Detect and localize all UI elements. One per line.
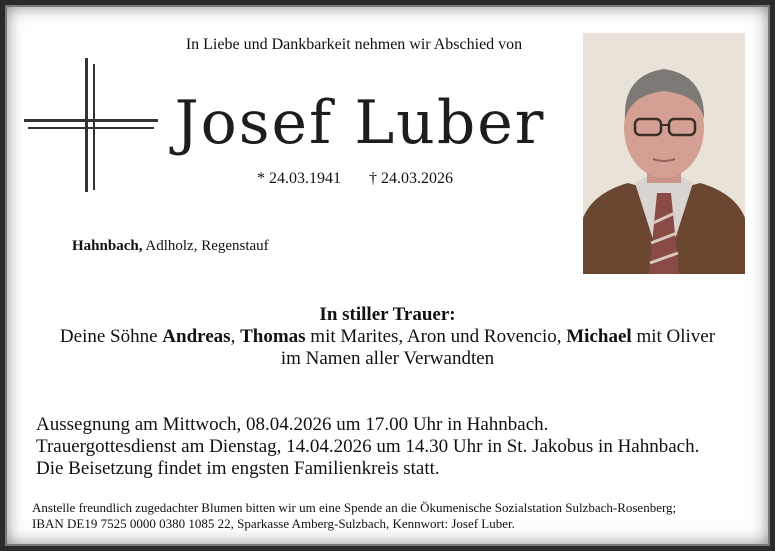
mourner-text: Deine Söhne — [59, 326, 163, 347]
services-block — [36, 414, 766, 480]
cross-icon — [24, 58, 160, 194]
mourners-line-1 — [20, 326, 755, 348]
mourners-block — [20, 304, 755, 370]
places — [72, 238, 269, 255]
mourners-line-2: im Namen aller Verwandten — [280, 348, 495, 369]
mourner-name: Thomas — [240, 326, 306, 347]
place-primary: Hahnbach, — [72, 238, 143, 254]
mourner-text: mit Oliver — [631, 326, 716, 347]
life-dates — [150, 170, 560, 188]
service-blessing: Aussegnung am Mittwoch, 08.04.2026 um 17.00 Uhr in Hahnbach. — [36, 414, 549, 435]
birth-date: * 24.03.1941 — [257, 170, 341, 187]
donation-note — [32, 500, 762, 532]
portrait-photo — [583, 33, 745, 274]
intro-text: In Liebe und Dankbarkeit nehmen wir Abschied von — [185, 36, 523, 53]
deceased-name: Josef Luber — [174, 88, 546, 158]
donation-line-1: Anstelle freundlich zugedachter Blumen bitten wir um eine Spende an die Ökumenische Sozialstation Sulzbach-Rosenberg; — [32, 500, 677, 515]
mourner-name: Michael — [566, 326, 632, 347]
mourners-heading: In stiller Trauer: — [319, 304, 456, 325]
donation-line-2: IBAN DE19 7525 0000 0380 1085 22, Sparkasse Amberg-Sulzbach, Kennwort: Josef Luber. — [32, 516, 515, 531]
mourner-name: Andreas — [162, 326, 231, 347]
death-date: † 24.03.2026 — [369, 170, 453, 187]
mourner-text: mit Marites, Aron und Rovencio, — [305, 326, 567, 347]
service-mass: Trauergottesdienst am Dienstag, 14.04.2026 um 14.30 Uhr in St. Jakobus in Hahnbach. — [36, 436, 700, 457]
mourner-text: , — [230, 326, 241, 347]
service-burial: Die Beisetzung findet im engsten Familienkreis statt. — [36, 458, 440, 479]
place-others: Adlholz, Regenstauf — [142, 238, 269, 254]
